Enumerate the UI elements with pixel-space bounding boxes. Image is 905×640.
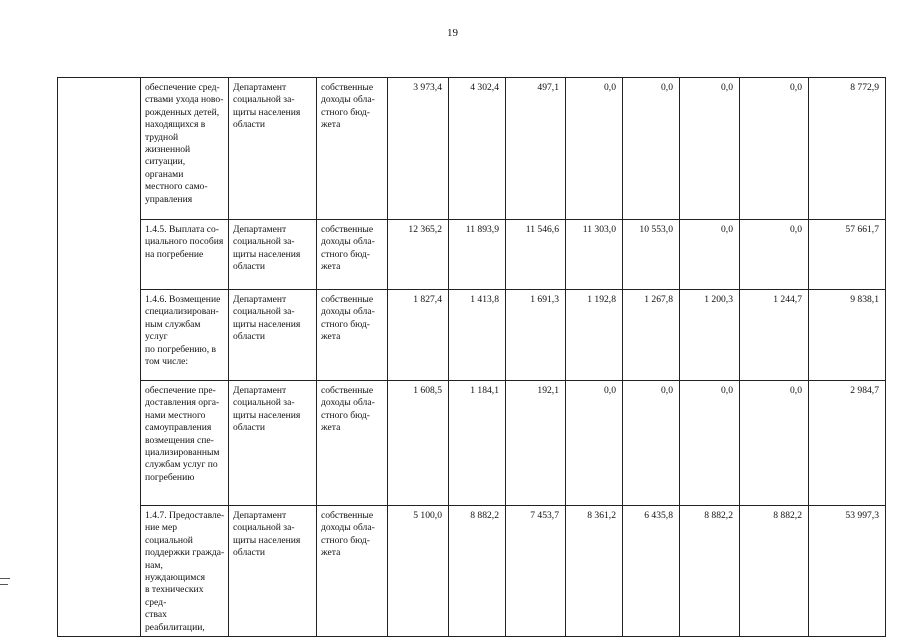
year-value-cell bbox=[506, 506, 566, 637]
year-value-cell-text: 5 100,0 bbox=[413, 510, 442, 521]
year-value-cell-text: 1 184,1 bbox=[470, 385, 499, 396]
table-body bbox=[58, 78, 886, 637]
measure-name-cell bbox=[141, 506, 229, 637]
funding-source-cell-text: собственные доходы обла- стного бюд- жета bbox=[321, 510, 375, 559]
total-value-cell bbox=[809, 78, 886, 220]
measure-name-cell bbox=[141, 78, 229, 220]
year-value-cell bbox=[680, 78, 740, 220]
year-value-cell-text: 1 244,7 bbox=[773, 294, 802, 305]
year-value-cell bbox=[680, 290, 740, 381]
funding-source-cell-text: собственные доходы обла- стного бюд- жета bbox=[321, 82, 375, 131]
total-value-cell bbox=[809, 381, 886, 506]
total-value-cell-text: 57 661,7 bbox=[845, 224, 879, 235]
measure-name-cell-text: 1.4.7. Предоставле- ние мер социальной поддержки гражда- нам, нуждающимся в технических сред- ствах реабилитации, bbox=[145, 510, 225, 633]
year-value-cell bbox=[506, 78, 566, 220]
year-value-cell-text: 11 546,6 bbox=[525, 224, 559, 235]
measure-name-cell bbox=[141, 381, 229, 506]
executor-cell-text: Департамент социальной за- щиты населения области bbox=[233, 224, 301, 273]
year-value-cell bbox=[388, 381, 449, 506]
year-value-cell-text: 0,0 bbox=[721, 224, 733, 235]
year-value-cell bbox=[449, 381, 506, 506]
year-value-cell bbox=[623, 506, 680, 637]
year-value-cell bbox=[740, 290, 809, 381]
year-value-cell bbox=[449, 290, 506, 381]
measure-name-cell-text: 1.4.5. Выплата со- циального пособия на погребение bbox=[145, 224, 224, 260]
funding-source-cell bbox=[317, 381, 388, 506]
year-value-cell-text: 192,1 bbox=[537, 385, 559, 396]
year-value-cell-text: 11 303,0 bbox=[582, 224, 616, 235]
total-value-cell-text: 2 984,7 bbox=[850, 385, 879, 396]
year-value-cell-text: 497,1 bbox=[537, 82, 559, 93]
year-value-cell bbox=[566, 78, 623, 220]
year-value-cell-text: 1 200,3 bbox=[704, 294, 733, 305]
budget-table bbox=[57, 77, 886, 637]
year-value-cell bbox=[388, 290, 449, 381]
year-value-cell-text: 6 435,8 bbox=[644, 510, 673, 521]
executor-cell bbox=[229, 381, 317, 506]
year-value-cell bbox=[623, 381, 680, 506]
year-value-cell-text: 8 882,2 bbox=[704, 510, 733, 521]
funding-source-cell bbox=[317, 78, 388, 220]
year-value-cell-text: 0,0 bbox=[661, 385, 673, 396]
funding-source-cell bbox=[317, 290, 388, 381]
year-value-cell bbox=[388, 78, 449, 220]
year-value-cell bbox=[388, 220, 449, 290]
year-value-cell-text: 0,0 bbox=[721, 385, 733, 396]
page-number: 19 bbox=[447, 27, 458, 39]
executor-cell-text: Департамент социальной за- щиты населения области bbox=[233, 385, 301, 434]
year-value-cell-text: 12 365,2 bbox=[408, 224, 442, 235]
year-value-cell bbox=[740, 78, 809, 220]
year-value-cell-text: 0,0 bbox=[661, 82, 673, 93]
year-value-cell-text: 1 267,8 bbox=[644, 294, 673, 305]
executor-cell-text: Департамент социальной за- щиты населения области bbox=[233, 294, 301, 343]
year-value-cell bbox=[740, 220, 809, 290]
year-value-cell-text: 0,0 bbox=[604, 82, 616, 93]
total-value-cell-text: 9 838,1 bbox=[850, 294, 879, 305]
table-row bbox=[58, 506, 886, 637]
year-value-cell bbox=[623, 290, 680, 381]
year-value-cell bbox=[506, 220, 566, 290]
year-value-cell-text: 7 453,7 bbox=[530, 510, 559, 521]
executor-cell-text: Департамент социальной за- щиты населения области bbox=[233, 82, 301, 131]
table-row bbox=[58, 220, 886, 290]
year-value-cell bbox=[566, 381, 623, 506]
executor-cell bbox=[229, 506, 317, 637]
year-value-cell-text: 0,0 bbox=[790, 385, 802, 396]
funding-source-cell-text: собственные доходы обла- стного бюд- жета bbox=[321, 385, 375, 434]
year-value-cell bbox=[449, 220, 506, 290]
year-value-cell bbox=[449, 78, 506, 220]
year-value-cell-text: 8 882,2 bbox=[773, 510, 802, 521]
measure-name-cell-text: обеспечение пре- доставления орга- нами местного самоуправления возмещения спе- циализированным службам услуг по погребению bbox=[145, 385, 220, 483]
executor-cell bbox=[229, 220, 317, 290]
executor-cell bbox=[229, 290, 317, 381]
measure-name-cell bbox=[141, 290, 229, 381]
year-value-cell-text: 1 827,4 bbox=[413, 294, 442, 305]
year-value-cell-text: 0,0 bbox=[604, 385, 616, 396]
funding-source-cell-text: собственные доходы обла- стного бюд- жета bbox=[321, 294, 375, 343]
funding-source-cell-text: собственные доходы обла- стного бюд- жета bbox=[321, 224, 375, 273]
year-value-cell bbox=[623, 78, 680, 220]
year-value-cell bbox=[506, 290, 566, 381]
table-row bbox=[58, 290, 886, 381]
year-value-cell-text: 11 893,9 bbox=[465, 224, 499, 235]
section-cell bbox=[58, 78, 141, 637]
year-value-cell-text: 8 882,2 bbox=[470, 510, 499, 521]
year-value-cell-text: 1 192,8 bbox=[587, 294, 616, 305]
total-value-cell bbox=[809, 220, 886, 290]
scan-mark bbox=[0, 584, 8, 585]
year-value-cell-text: 0,0 bbox=[790, 224, 802, 235]
measure-name-cell-text: 1.4.6. Возмещение специализирован- ным службам услуг по погребению, в том числе: bbox=[145, 294, 221, 368]
measure-name-cell-text: обеспечение сред- ствами ухода ново- рожденных детей, находящихся в трудной жизненной ситуации, органами местного само- управления bbox=[145, 82, 224, 205]
total-value-cell-text: 53 997,3 bbox=[845, 510, 879, 521]
year-value-cell bbox=[680, 506, 740, 637]
year-value-cell-text: 1 608,5 bbox=[413, 385, 442, 396]
year-value-cell bbox=[680, 220, 740, 290]
measure-name-cell bbox=[141, 220, 229, 290]
year-value-cell-text: 1 413,8 bbox=[470, 294, 499, 305]
table-row bbox=[58, 381, 886, 506]
year-value-cell-text: 4 302,4 bbox=[470, 82, 499, 93]
year-value-cell-text: 0,0 bbox=[790, 82, 802, 93]
table-row bbox=[58, 78, 886, 220]
funding-source-cell bbox=[317, 220, 388, 290]
year-value-cell-text: 0,0 bbox=[721, 82, 733, 93]
scan-mark bbox=[0, 578, 10, 579]
year-value-cell-text: 10 553,0 bbox=[639, 224, 673, 235]
year-value-cell bbox=[623, 220, 680, 290]
year-value-cell bbox=[740, 506, 809, 637]
total-value-cell bbox=[809, 290, 886, 381]
year-value-cell-text: 8 361,2 bbox=[587, 510, 616, 521]
year-value-cell bbox=[680, 381, 740, 506]
year-value-cell bbox=[566, 220, 623, 290]
year-value-cell-text: 1 691,3 bbox=[530, 294, 559, 305]
year-value-cell bbox=[506, 381, 566, 506]
year-value-cell bbox=[449, 506, 506, 637]
year-value-cell bbox=[388, 506, 449, 637]
total-value-cell-text: 8 772,9 bbox=[850, 82, 879, 93]
total-value-cell bbox=[809, 506, 886, 637]
executor-cell bbox=[229, 78, 317, 220]
year-value-cell bbox=[566, 506, 623, 637]
year-value-cell bbox=[566, 290, 623, 381]
year-value-cell-text: 3 973,4 bbox=[413, 82, 442, 93]
funding-source-cell bbox=[317, 506, 388, 637]
year-value-cell bbox=[740, 381, 809, 506]
executor-cell-text: Департамент социальной за- щиты населения области bbox=[233, 510, 301, 559]
